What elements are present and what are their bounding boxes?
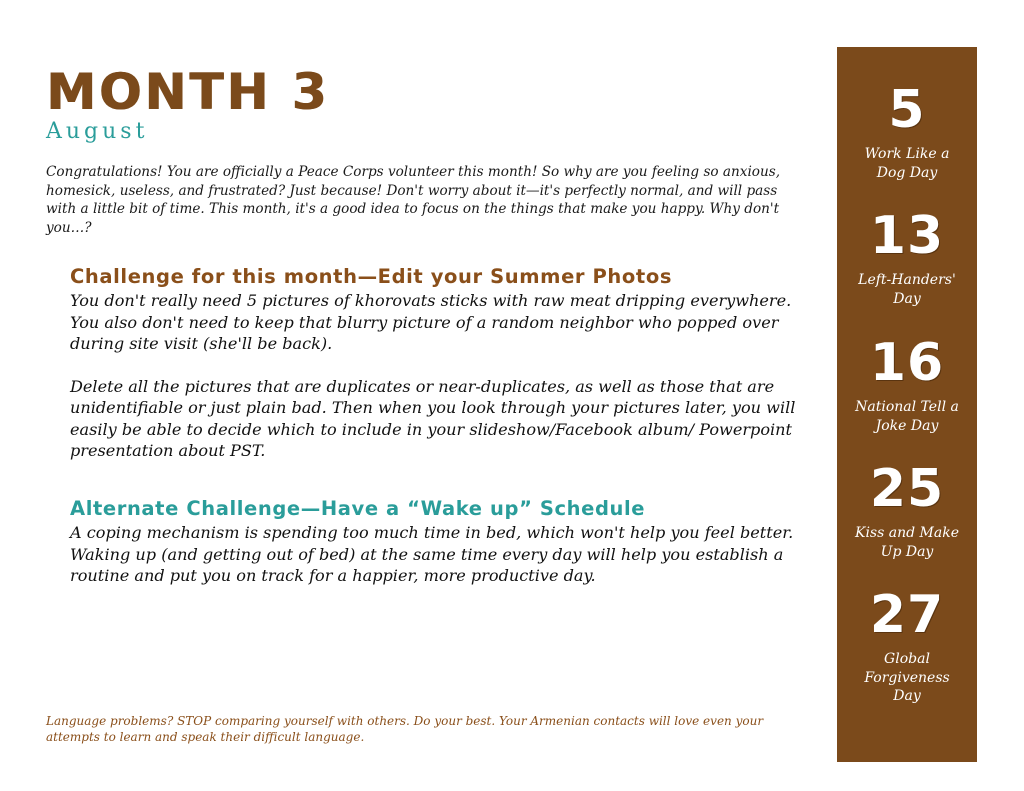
- footer-tip: Language problems? STOP comparing yourself with others. Do your best. Your Armenian contacts will love even your attempts to learn and speak their difficult language.: [46, 714, 764, 744]
- holiday-item: [837, 81, 977, 182]
- holiday-name: Global Forgiveness Day: [864, 651, 950, 704]
- challenge-paragraph-1: You don't really need 5 pictures of khorovats sticks with raw meat dripping everywhere. You also don't need to keep that blurry picture of a random neighbor who popped over during site visit (she'll be back).: [70, 291, 792, 353]
- holiday-item: [837, 586, 977, 706]
- alternate-challenge-section: [70, 496, 820, 587]
- alternate-challenge-heading: Alternate Challenge—Have a “Wake up” Schedule: [70, 497, 646, 520]
- month-title: MONTH 3: [46, 63, 330, 121]
- holiday-name: Work Like a Dog Day: [864, 146, 950, 181]
- challenge-paragraph-2: Delete all the pictures that are duplicates or near-duplicates, as well as those that are unidentifiable or just plain bad. Then when you look through your pictures later, you will easily be able to decide which to include in your slideshow/Facebook album/ Powerpoint presentation about PST.: [70, 376, 796, 460]
- alternate-challenge-paragraph: A coping mechanism is spending too much time in bed, which won't help you feel better. Waking up (and getting out of bed) at the same time every day will help you establish a routine and put you on track for a happier, more productive day.: [70, 523, 794, 585]
- holiday-name: Left-Handers' Day: [858, 272, 956, 307]
- month-name: August: [46, 119, 149, 144]
- holiday-item: [837, 207, 977, 308]
- holiday-day-number: 25: [869, 459, 945, 519]
- holiday-day-number: 5: [888, 80, 926, 140]
- holiday-day-number: 27: [869, 585, 945, 645]
- holiday-item: [837, 334, 977, 435]
- challenge-heading: Challenge for this month—Edit your Summer Photos: [70, 265, 673, 288]
- holiday-name: Kiss and Make Up Day: [855, 525, 959, 560]
- holiday-name: National Tell a Joke Day: [855, 399, 959, 434]
- intro-paragraph: Congratulations! You are officially a Peace Corps volunteer this month! So why are you feeling so anxious, homesick, useless, and frustrated? Just because! Don't worry about it—it's perfectly normal, and will pass with a little bit of time. This month, it's a good idea to focus on the things that make you happy. Why don't you…?: [46, 164, 781, 236]
- holidays-sidebar: [837, 47, 977, 762]
- holiday-day-number: 16: [869, 333, 945, 393]
- holiday-item: [837, 460, 977, 561]
- challenge-section: [70, 264, 820, 462]
- holiday-day-number: 13: [869, 206, 945, 266]
